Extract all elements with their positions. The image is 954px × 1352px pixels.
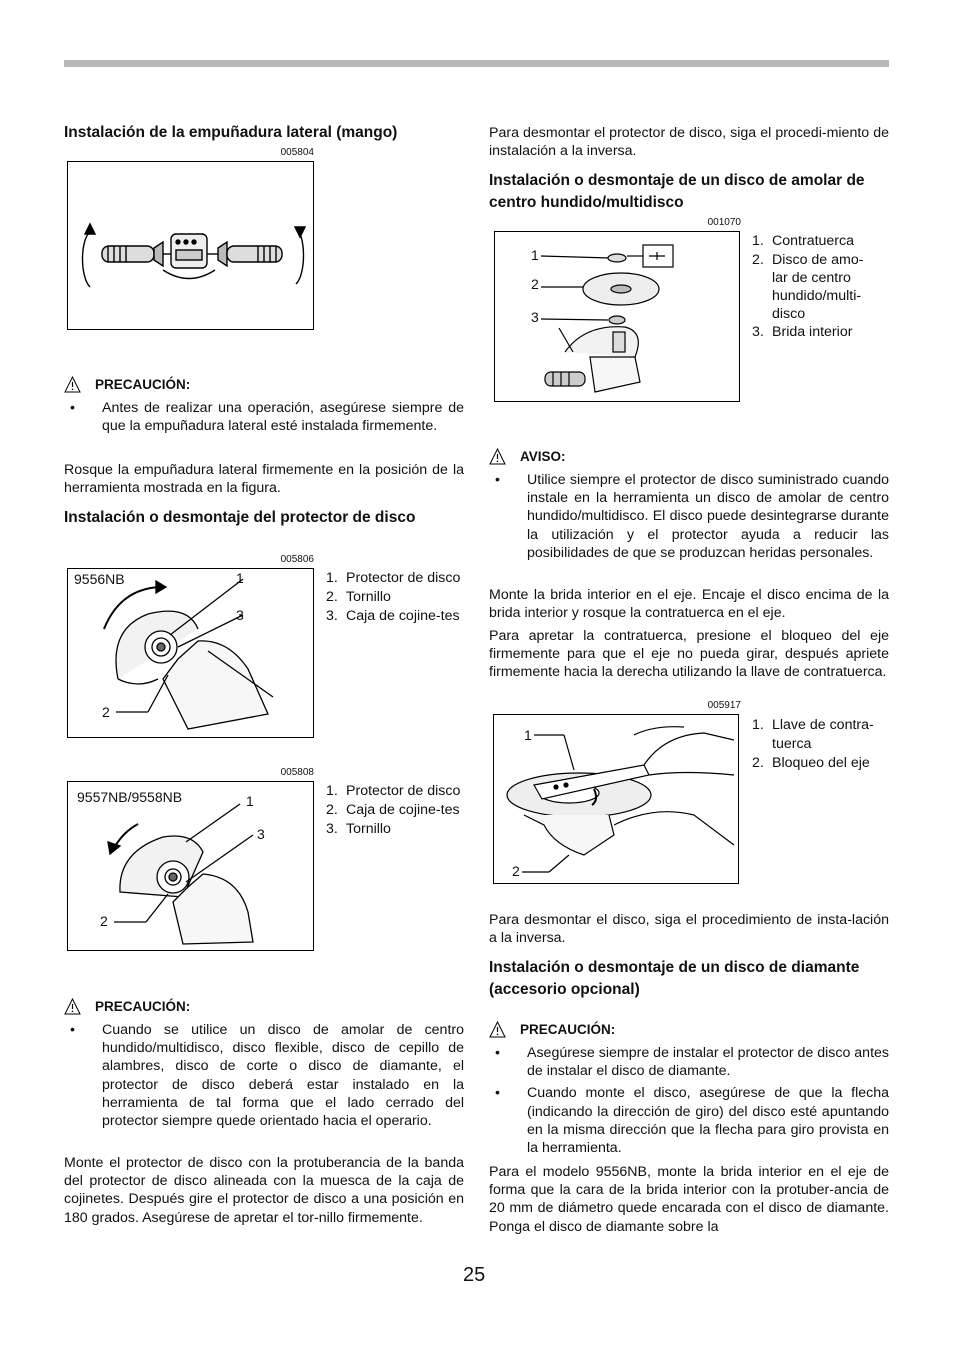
legend-text: Protector de disco (346, 570, 461, 586)
legend-num: 2. (752, 252, 764, 268)
bullet-icon: • (495, 1085, 500, 1102)
caution-header (64, 376, 464, 393)
legend-item (326, 588, 466, 607)
wheel-illustration (495, 232, 739, 401)
side-grip-illustration (68, 162, 313, 329)
bullet-text: Cuando se utilice un disco de amolar de centro hundido/multidisco, disco flexible, disco de cepillo de alambres, disco de corte o disco de diamante, el protector de disco deberá estar instalado en la herramienta de tal forma que el lado cerrado del protector siempre quede orientado hacia el operario. (102, 1022, 464, 1130)
section-heading-depressed-wheel: Instalación o desmontaje de un disco de amolar de centro hundido/multidisco (489, 172, 865, 211)
bullet-item (489, 471, 889, 562)
paragraph: Monte la brida interior en el eje. Encaje el disco encima de la brida interior y rosque la contratuerca en el eje. (489, 587, 889, 622)
legend-text: Caja de cojine-tes (346, 608, 460, 624)
model-label: 9557NB/9558NB (77, 789, 183, 805)
callout-3: 3 (531, 309, 539, 325)
legend-text: Protector de disco (346, 783, 461, 799)
paragraph: Para desmontar el disco, siga el procedimiento de insta-lación a la inversa. (489, 912, 889, 947)
legend-num: 2. (326, 802, 338, 818)
bullet-text: Antes de realizar una operación, asegúrese siempre de que la empuñadura lateral esté instalada firmemente. (102, 400, 464, 435)
legend-item (326, 569, 466, 588)
legend-fig2 (326, 569, 466, 626)
guard-illustration (68, 569, 313, 737)
legend-item (326, 820, 466, 839)
legend-item (752, 323, 890, 342)
bullet-text: Asegúrese siempre de instalar el protector de disco antes de instalar el disco de diamante. (527, 1045, 889, 1080)
section-heading-diamond-wheel: Instalación o desmontaje de un disco de diamante (accesorio opcional) (489, 959, 860, 998)
bullet-icon: • (70, 400, 75, 416)
legend-num: 1. (326, 570, 338, 586)
warning-triangle-icon (489, 448, 506, 465)
paragraph: Monte el protector de disco con la protuberancia de la banda del protector de disco alineada con la muesca de la caja de cojinetes. Después gire el protector de disco a una posición en 180 grados. Asegúrese de apretar el tor-nillo firmemente. (64, 1155, 464, 1226)
caution-label: PRECAUCIÓN: (95, 377, 191, 392)
legend-num: 3. (752, 324, 764, 340)
callout-1: 1 (246, 793, 254, 809)
legend-item (752, 716, 890, 754)
legend-num: 1. (752, 717, 764, 733)
legend-text: Tornillo (346, 821, 391, 837)
caution-block-3 (489, 1021, 889, 1157)
legend-item (326, 801, 466, 820)
legend-num: 2. (326, 589, 338, 605)
notice-label: AVISO: (520, 449, 566, 464)
legend-num: 3. (326, 608, 338, 624)
callout-2: 2 (512, 863, 520, 879)
legend-fig3 (326, 782, 466, 839)
callout-3: 3 (257, 826, 265, 842)
callout-2: 2 (102, 704, 110, 720)
figure-guard-9557nb (67, 781, 314, 951)
callout-1: 1 (236, 570, 244, 586)
callout-1: 1 (524, 727, 532, 743)
caution-block-1 (64, 376, 464, 435)
legend-item (326, 607, 466, 626)
figure-depressed-wheel (494, 231, 740, 402)
callout-3: 3 (236, 607, 244, 623)
figure-code: 005804 (280, 147, 314, 158)
caution-label: PRECAUCIÓN: (95, 999, 191, 1014)
legend-text: Tornillo (346, 589, 391, 605)
warning-triangle-icon (64, 998, 81, 1015)
section-heading-side-grip: Instalación de la empuñadura lateral (mango) (64, 124, 398, 141)
caution-block-2 (64, 998, 464, 1130)
caution-label: PRECAUCIÓN: (520, 1022, 616, 1037)
legend-text: Brida interior (772, 324, 853, 340)
bullet-text: Cuando monte el disco, asegúrese de que la flecha (indicando la dirección de giro) del disco esté apuntando en la misma dirección que la flecha para giro provista en la herramienta. (527, 1085, 889, 1157)
bullet-item (64, 399, 464, 435)
legend-num: 1. (752, 233, 764, 249)
paragraph: Para desmontar el protector de disco, siga el procedi-miento de instalación a la inversa. (489, 125, 889, 160)
bullet-item (64, 1021, 464, 1130)
warning-triangle-icon (489, 1021, 506, 1038)
bullet-icon: • (70, 1022, 75, 1038)
bullet-item (489, 1044, 889, 1080)
legend-item (752, 251, 890, 323)
page-number: 25 (463, 1264, 486, 1286)
figure-code: 005806 (280, 554, 314, 565)
legend-num: 1. (326, 783, 338, 799)
section-heading-wheel-guard: Instalación o desmontaje del protector de disco (64, 509, 416, 526)
callout-2: 2 (531, 276, 539, 292)
figure-code: 005808 (280, 767, 314, 778)
bullet-text: Utilice siempre el protector de disco suministrado cuando instale en la herramienta un disco de amolar de centro hundido/multidisco. El disco puede desintegrarse durante la utilización y el protector ayuda a reducir las posibilidades de que se produzcan heridas personales. (527, 472, 889, 561)
figure-side-grip (67, 161, 314, 330)
figure-guard-9556nb (67, 568, 314, 738)
legend-item (752, 232, 890, 251)
wrench-illustration (494, 715, 738, 883)
guard-illustration (68, 782, 313, 950)
legend-text: Caja de cojine-tes (346, 802, 460, 818)
notice-header (489, 448, 889, 465)
legend-text: Llave de contra-tuerca (772, 717, 874, 752)
notice-block (489, 448, 889, 562)
figure-code: 005917 (707, 700, 741, 711)
header-rule (64, 60, 889, 67)
legend-text: Contratuerca (772, 233, 855, 249)
paragraph: Para el modelo 9556NB, monte la brida interior en el eje de forma que la cara de la brida interior con la protuber-ancia de 20 mm de diámetro quede encarada con el disco de diamante. Ponga el disco de diamante sobre la (489, 1164, 889, 1235)
bullet-icon: • (495, 1045, 500, 1061)
legend-num: 2. (752, 755, 764, 771)
paragraph: Rosque la empuñadura lateral firmemente en la posición de la herramienta mostrada en la figura. (64, 462, 464, 497)
paragraph: Para apretar la contratuerca, presione el bloqueo del eje firmemente para que el eje no pueda girar, después apriete firmemente hacia la derecha utilizando la llave de contratuerca. (489, 628, 889, 681)
figure-lock-nut-wrench (493, 714, 739, 884)
caution-header (489, 1021, 889, 1038)
legend-fig5 (752, 716, 890, 773)
callout-2: 2 (100, 913, 108, 929)
legend-text: Bloqueo del eje (772, 755, 870, 771)
model-label: 9556NB (74, 571, 125, 587)
legend-item (326, 782, 466, 801)
legend-text: Disco de amo-lar de centro hundido/multi-disco (772, 252, 864, 322)
bullet-icon: • (495, 472, 500, 488)
caution-header (64, 998, 464, 1015)
bullet-item (489, 1084, 889, 1157)
callout-1: 1 (531, 247, 539, 263)
legend-num: 3. (326, 821, 338, 837)
warning-triangle-icon (64, 376, 81, 393)
legend-fig4 (752, 232, 890, 342)
legend-item (752, 754, 890, 773)
figure-code: 001070 (707, 217, 741, 228)
